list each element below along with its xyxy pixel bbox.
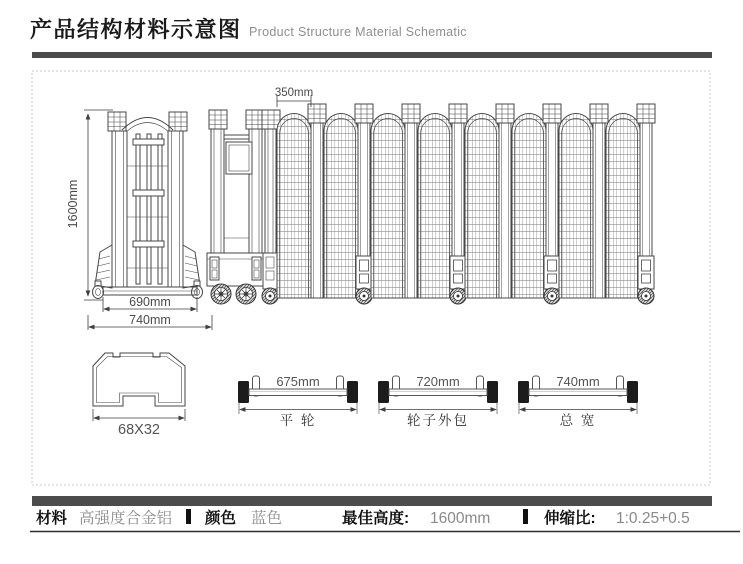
pillar-front-view xyxy=(93,112,203,299)
panel-width-label: 350mm xyxy=(274,87,314,99)
inner-width-label: 690mm xyxy=(129,295,171,309)
gate-side-view xyxy=(207,104,655,304)
best-height-value: 1600mm xyxy=(430,510,491,527)
profile-size-label: 68X32 xyxy=(118,422,160,438)
page-title: 产品结构材料示意图 xyxy=(30,17,242,42)
axle-dim-label: 740mm xyxy=(556,374,600,389)
axle-diagram-flat-wheel xyxy=(238,374,358,428)
gate-panel-sections xyxy=(277,104,655,304)
material-value: 高强度合金铝 xyxy=(79,510,173,527)
spec-separator-icon xyxy=(523,509,528,524)
color-value: 蓝色 xyxy=(251,510,283,527)
outer-width-label: 740mm xyxy=(129,313,171,327)
spec-separator-icon xyxy=(186,509,191,524)
header-divider-bar xyxy=(32,52,712,58)
gate-head-unit xyxy=(207,110,280,304)
best-height-label: 最佳高度: xyxy=(342,510,410,527)
spec-divider-bar xyxy=(32,496,712,506)
axle-dim-label: 675mm xyxy=(276,374,320,389)
material-label: 材料 xyxy=(36,510,68,527)
height-dimension-label: 1600mm xyxy=(66,179,80,229)
ratio-label: 伸缩比: xyxy=(544,510,596,527)
pillar-width-dimensions xyxy=(88,295,212,330)
height-dimension xyxy=(66,110,113,300)
spec-bar xyxy=(30,496,740,532)
ratio-value: 1:0.25+0.5 xyxy=(616,510,690,527)
axle-diagram-total-width xyxy=(518,374,638,428)
page-subtitle-en: Product Structure Material Schematic xyxy=(249,25,467,39)
color-label: 颜色 xyxy=(205,510,237,527)
rail-profile-section xyxy=(93,353,185,438)
header xyxy=(30,17,712,58)
axle-dim-label: 720mm xyxy=(416,374,460,389)
panel-width-dimension xyxy=(275,87,313,107)
axle-name-label: 平 轮 xyxy=(279,413,317,428)
axle-name-label: 轮子外包 xyxy=(407,413,469,428)
axle-diagram-wheel-outer xyxy=(378,374,498,428)
axle-name-label: 总 宽 xyxy=(559,413,597,428)
